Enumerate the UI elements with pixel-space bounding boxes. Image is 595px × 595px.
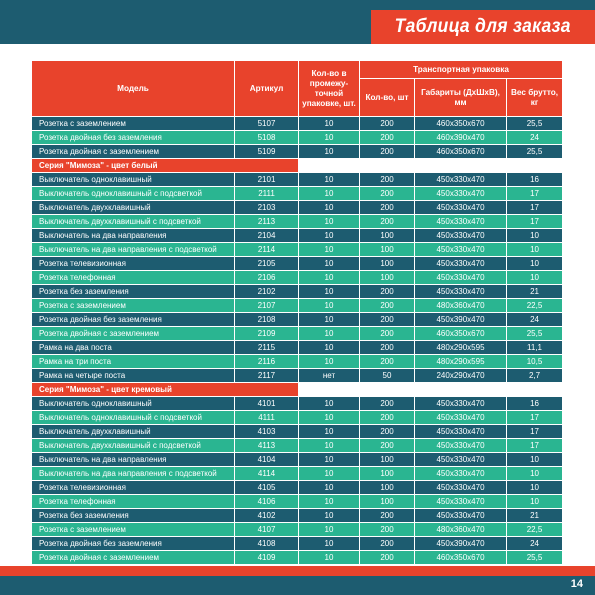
cell-dimensions: 450x330x470 <box>415 509 507 523</box>
cell-transport-qty: 50 <box>360 369 415 383</box>
cell-transport-qty: 100 <box>360 271 415 285</box>
header-model: Модель <box>32 61 235 117</box>
table-row <box>32 425 562 439</box>
table-row <box>32 481 562 495</box>
cell-transport-qty: 200 <box>360 187 415 201</box>
cell-dimensions: 460x350x670 <box>415 117 507 131</box>
cell-weight: 11,1 <box>507 341 562 355</box>
table-row <box>32 117 562 131</box>
cell-model: Розетка телевизионная <box>32 481 235 495</box>
cell-model: Выключатель на два направления <box>32 229 235 243</box>
cell-article: 4108 <box>235 537 299 551</box>
cell-transport-qty: 200 <box>360 341 415 355</box>
cell-article: 5109 <box>235 145 299 159</box>
cell-dimensions: 450x330x470 <box>415 187 507 201</box>
cell-article: 4103 <box>235 425 299 439</box>
cell-article: 4104 <box>235 453 299 467</box>
section-title: Серия "Мимоза" - цвет белый <box>32 159 299 173</box>
cell-article: 2109 <box>235 327 299 341</box>
cell-qty-intermediate: 10 <box>299 425 360 439</box>
cell-article: 2103 <box>235 201 299 215</box>
cell-model: Розетка двойная с заземлением <box>32 551 235 565</box>
cell-article: 4113 <box>235 439 299 453</box>
table-row <box>32 131 562 145</box>
cell-model: Розетка без заземления <box>32 285 235 299</box>
cell-weight: 22,5 <box>507 523 562 537</box>
cell-article: 4109 <box>235 551 299 565</box>
cell-transport-qty: 200 <box>360 145 415 159</box>
cell-article: 5107 <box>235 117 299 131</box>
cell-weight: 2,7 <box>507 369 562 383</box>
cell-weight: 17 <box>507 201 562 215</box>
cell-qty-intermediate: 10 <box>299 285 360 299</box>
cell-article: 2113 <box>235 215 299 229</box>
table-row <box>32 397 562 411</box>
cell-transport-qty: 200 <box>360 313 415 327</box>
cell-article: 2102 <box>235 285 299 299</box>
cell-weight: 22,5 <box>507 299 562 313</box>
cell-dimensions: 450x330x470 <box>415 397 507 411</box>
section-title: Серия "Мимоза" - цвет кремовый <box>32 383 299 397</box>
cell-transport-qty: 200 <box>360 551 415 565</box>
cell-article: 5108 <box>235 131 299 145</box>
cell-model: Выключатель двухклавишный с подсветкой <box>32 215 235 229</box>
cell-model: Розетка двойная без заземления <box>32 131 235 145</box>
cell-article: 4107 <box>235 523 299 537</box>
cell-qty-intermediate: 10 <box>299 131 360 145</box>
cell-weight: 16 <box>507 397 562 411</box>
cell-qty-intermediate: 10 <box>299 215 360 229</box>
cell-qty-intermediate: 10 <box>299 257 360 271</box>
cell-dimensions: 450x330x470 <box>415 481 507 495</box>
cell-qty-intermediate: 10 <box>299 439 360 453</box>
table-row <box>32 537 562 551</box>
cell-model: Розетка телевизионная <box>32 257 235 271</box>
cell-qty-intermediate: 10 <box>299 243 360 257</box>
cell-model: Розетка телефонная <box>32 495 235 509</box>
cell-article: 2105 <box>235 257 299 271</box>
cell-article: 2107 <box>235 299 299 313</box>
cell-transport-qty: 200 <box>360 425 415 439</box>
cell-article: 4105 <box>235 481 299 495</box>
table-row <box>32 145 562 159</box>
cell-weight: 24 <box>507 537 562 551</box>
order-table <box>32 61 562 565</box>
cell-transport-qty: 200 <box>360 117 415 131</box>
section-header-row <box>32 159 562 173</box>
table-row <box>32 173 562 187</box>
table-row <box>32 509 562 523</box>
cell-article: 2116 <box>235 355 299 369</box>
cell-model: Выключатель двухклавишный <box>32 425 235 439</box>
section-header-row <box>32 383 562 397</box>
cell-qty-intermediate: 10 <box>299 173 360 187</box>
cell-qty-intermediate: 10 <box>299 509 360 523</box>
cell-dimensions: 450x330x470 <box>415 229 507 243</box>
table-row <box>32 467 562 481</box>
cell-qty-intermediate: 10 <box>299 467 360 481</box>
cell-transport-qty: 200 <box>360 131 415 145</box>
cell-model: Рамка на три поста <box>32 355 235 369</box>
cell-dimensions: 460x390x470 <box>415 131 507 145</box>
cell-article: 2114 <box>235 243 299 257</box>
cell-weight: 25,5 <box>507 327 562 341</box>
cell-weight: 21 <box>507 285 562 299</box>
cell-qty-intermediate: 10 <box>299 411 360 425</box>
header-article: Артикул <box>235 61 299 117</box>
cell-model: Выключатель двухклавишный с подсветкой <box>32 439 235 453</box>
cell-dimensions: 450x330x470 <box>415 439 507 453</box>
cell-article: 2111 <box>235 187 299 201</box>
cell-model: Розетка с заземлением <box>32 117 235 131</box>
cell-weight: 25,5 <box>507 551 562 565</box>
cell-qty-intermediate: 10 <box>299 355 360 369</box>
section-spacer <box>299 159 562 173</box>
cell-qty-intermediate: 10 <box>299 523 360 537</box>
cell-dimensions: 450x330x470 <box>415 257 507 271</box>
cell-qty-intermediate: 10 <box>299 341 360 355</box>
cell-weight: 10 <box>507 271 562 285</box>
cell-transport-qty: 200 <box>360 397 415 411</box>
table-row <box>32 201 562 215</box>
cell-model: Рамка на четыре поста <box>32 369 235 383</box>
cell-qty-intermediate: 10 <box>299 271 360 285</box>
cell-dimensions: 480x360x470 <box>415 523 507 537</box>
cell-model: Выключатель одноклавишный с подсветкой <box>32 411 235 425</box>
cell-model: Выключатель на два направления с подсветкой <box>32 467 235 481</box>
table-row <box>32 215 562 229</box>
title-banner <box>371 10 595 44</box>
cell-dimensions: 450x330x470 <box>415 173 507 187</box>
cell-transport-qty: 100 <box>360 481 415 495</box>
cell-transport-qty: 100 <box>360 467 415 481</box>
cell-model: Розетка двойная с заземлением <box>32 145 235 159</box>
cell-weight: 10 <box>507 467 562 481</box>
section-spacer <box>299 383 562 397</box>
table-row <box>32 285 562 299</box>
cell-weight: 24 <box>507 131 562 145</box>
table-row <box>32 229 562 243</box>
cell-article: 4102 <box>235 509 299 523</box>
cell-transport-qty: 200 <box>360 523 415 537</box>
table-row <box>32 355 562 369</box>
cell-dimensions: 450x330x470 <box>415 285 507 299</box>
table-row <box>32 411 562 425</box>
cell-qty-intermediate: 10 <box>299 327 360 341</box>
cell-weight: 10,5 <box>507 355 562 369</box>
table-row <box>32 299 562 313</box>
cell-model: Выключатель на два направления с подсветкой <box>32 243 235 257</box>
table-row <box>32 453 562 467</box>
cell-weight: 16 <box>507 173 562 187</box>
cell-dimensions: 460x350x670 <box>415 551 507 565</box>
cell-dimensions: 450x330x470 <box>415 467 507 481</box>
cell-article: 2117 <box>235 369 299 383</box>
cell-dimensions: 460x350x670 <box>415 145 507 159</box>
cell-weight: 24 <box>507 313 562 327</box>
header-transport: Транспортная упаковка <box>360 61 562 79</box>
cell-model: Розетка с заземлением <box>32 523 235 537</box>
cell-model: Розетка без заземления <box>32 509 235 523</box>
cell-transport-qty: 100 <box>360 453 415 467</box>
cell-dimensions: 480x290x595 <box>415 341 507 355</box>
page-title: Таблица для заказа <box>394 16 572 37</box>
cell-transport-qty: 200 <box>360 285 415 299</box>
table-row <box>32 369 562 383</box>
cell-transport-qty: 200 <box>360 439 415 453</box>
cell-model: Розетка двойная с заземлением <box>32 327 235 341</box>
cell-weight: 25,5 <box>507 145 562 159</box>
cell-transport-qty: 200 <box>360 215 415 229</box>
table-row <box>32 243 562 257</box>
cell-model: Выключатель на два направления <box>32 453 235 467</box>
table-row <box>32 271 562 285</box>
cell-model: Выключатель одноклавишный <box>32 397 235 411</box>
cell-model: Розетка двойная без заземления <box>32 313 235 327</box>
cell-weight: 17 <box>507 411 562 425</box>
cell-transport-qty: 200 <box>360 299 415 313</box>
cell-qty-intermediate: 10 <box>299 229 360 243</box>
cell-qty-intermediate: нет <box>299 369 360 383</box>
table-row <box>32 523 562 537</box>
cell-dimensions: 240x290x470 <box>415 369 507 383</box>
cell-weight: 10 <box>507 257 562 271</box>
cell-article: 4114 <box>235 467 299 481</box>
cell-dimensions: 450x390x470 <box>415 313 507 327</box>
cell-weight: 25,5 <box>507 117 562 131</box>
cell-dimensions: 450x330x470 <box>415 495 507 509</box>
header-transport-qty: Кол-во, шт <box>360 79 415 117</box>
cell-qty-intermediate: 10 <box>299 313 360 327</box>
cell-dimensions: 450x330x470 <box>415 425 507 439</box>
cell-qty-intermediate: 10 <box>299 145 360 159</box>
cell-qty-intermediate: 10 <box>299 397 360 411</box>
cell-dimensions: 450x330x470 <box>415 201 507 215</box>
table-row <box>32 495 562 509</box>
cell-qty-intermediate: 10 <box>299 453 360 467</box>
cell-qty-intermediate: 10 <box>299 187 360 201</box>
cell-transport-qty: 200 <box>360 509 415 523</box>
header-weight: Вес брутто, кг <box>507 79 562 117</box>
cell-qty-intermediate: 10 <box>299 537 360 551</box>
cell-transport-qty: 200 <box>360 411 415 425</box>
table-row <box>32 439 562 453</box>
cell-weight: 10 <box>507 481 562 495</box>
cell-article: 4106 <box>235 495 299 509</box>
table-row <box>32 327 562 341</box>
cell-model: Выключатель двухклавишный <box>32 201 235 215</box>
cell-weight: 21 <box>507 509 562 523</box>
cell-transport-qty: 200 <box>360 327 415 341</box>
cell-dimensions: 460x350x670 <box>415 327 507 341</box>
cell-article: 2104 <box>235 229 299 243</box>
table-body <box>32 117 562 565</box>
cell-transport-qty: 200 <box>360 537 415 551</box>
cell-weight: 10 <box>507 453 562 467</box>
cell-model: Выключатель одноклавишный с подсветкой <box>32 187 235 201</box>
cell-weight: 10 <box>507 229 562 243</box>
cell-dimensions: 450x330x470 <box>415 215 507 229</box>
cell-weight: 10 <box>507 243 562 257</box>
bottom-blue-stripe <box>0 576 595 595</box>
table-row <box>32 313 562 327</box>
cell-transport-qty: 100 <box>360 495 415 509</box>
cell-weight: 17 <box>507 439 562 453</box>
cell-qty-intermediate: 10 <box>299 551 360 565</box>
table-row <box>32 187 562 201</box>
cell-article: 2106 <box>235 271 299 285</box>
cell-weight: 17 <box>507 425 562 439</box>
cell-dimensions: 450x390x470 <box>415 537 507 551</box>
cell-dimensions: 480x290x595 <box>415 355 507 369</box>
cell-model: Розетка двойная без заземления <box>32 537 235 551</box>
cell-article: 2101 <box>235 173 299 187</box>
cell-transport-qty: 200 <box>360 173 415 187</box>
table-row <box>32 341 562 355</box>
cell-dimensions: 450x330x470 <box>415 243 507 257</box>
cell-dimensions: 480x360x470 <box>415 299 507 313</box>
cell-weight: 17 <box>507 215 562 229</box>
cell-transport-qty: 100 <box>360 229 415 243</box>
cell-model: Рамка на два поста <box>32 341 235 355</box>
cell-article: 4111 <box>235 411 299 425</box>
cell-article: 2115 <box>235 341 299 355</box>
table-row <box>32 257 562 271</box>
page-number: 14 <box>570 578 583 590</box>
cell-qty-intermediate: 10 <box>299 299 360 313</box>
cell-model: Розетка телефонная <box>32 271 235 285</box>
cell-article: 4101 <box>235 397 299 411</box>
header-qty-intermediate: Кол-во в промежу-точной упаковке, шт. <box>299 61 360 117</box>
cell-qty-intermediate: 10 <box>299 481 360 495</box>
cell-weight: 17 <box>507 187 562 201</box>
bottom-red-stripe <box>0 566 595 576</box>
cell-qty-intermediate: 10 <box>299 117 360 131</box>
cell-model: Розетка с заземлением <box>32 299 235 313</box>
cell-transport-qty: 100 <box>360 257 415 271</box>
cell-qty-intermediate: 10 <box>299 495 360 509</box>
cell-qty-intermediate: 10 <box>299 201 360 215</box>
cell-transport-qty: 200 <box>360 201 415 215</box>
cell-dimensions: 450x330x470 <box>415 271 507 285</box>
cell-model: Выключатель одноклавишный <box>32 173 235 187</box>
cell-dimensions: 450x330x470 <box>415 411 507 425</box>
cell-dimensions: 450x330x470 <box>415 453 507 467</box>
cell-transport-qty: 100 <box>360 243 415 257</box>
cell-article: 2108 <box>235 313 299 327</box>
cell-weight: 10 <box>507 495 562 509</box>
table-row <box>32 551 562 565</box>
cell-transport-qty: 200 <box>360 355 415 369</box>
header-dimensions: Габариты (ДхШхВ), мм <box>415 79 507 117</box>
